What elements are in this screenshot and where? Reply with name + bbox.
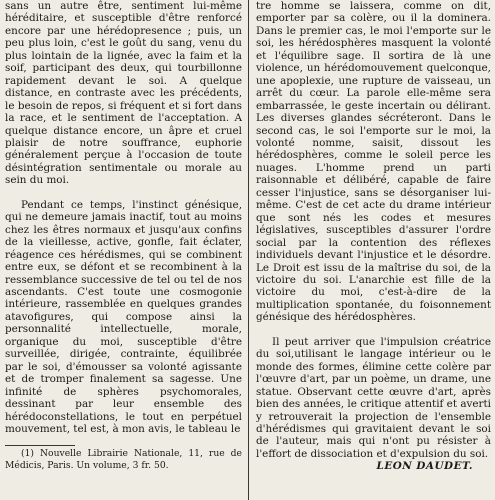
author-signature: LEON DAUDET. [376, 460, 473, 473]
right-paragraph-2: Il peut arriver que l'impulsion créatrice du soi,utilisant le langage intérieur ou le monde des formes, élimine cette colère par l'œuvre d'art, par un poème, un drame, une statue. Observant cette œuvre d'art, après bien des années, le critique attentif et averti y retrouverait la projection de l'ensemble d'hérédismes qui gravitaient devant le soi de l'auteur, mais qui n'ont pu résister à l'effort de dissociation et d'expulsion du soi. [256, 335, 491, 460]
left-column [5, 0, 242, 472]
column-divider [248, 0, 249, 500]
left-paragraph-2: Pendant ce temps, l'instinct génésique, qui ne demeure jamais inactif, tout au moins chez les êtres normaux et jusqu'aux confins de la vieillesse, active, gonfle, fait éclater, réagence ces hérédismes, qui se combinent entre eux, se défont et se recombinent à la ressemblance successive de tel ou tel de nos ascendants. C'est toute une cosmogonie intérieure, rassemblée en quelques grandes atavofigures, qui compose ainsi la personnalité intellectuelle, morale, organique du moi, susceptible d'être surveillée, dirigée, contrainte, équilibrée par le soi, d'émousser sa volonté agissante et de tromper finalement sa sagesse. Une infinité de sphères psychomorales, dessinant par leur ensemble des hérédoconstellations, le tout en perpétuel mouvement, tel est, à mon avis, le tableau le [5, 198, 242, 435]
footnote-rule [5, 445, 75, 446]
left-paragraph-1: sans un autre être, sentiment lui-même héréditaire, et susceptible d'être renforcé encore par une hérédopresence ; puis, un peu plus loin, c'est le goût du sang, venu du plus lointain de la lignée, avec la faim et la soif, participant des deux, qui tourbillonne rapidement devant le soi. A quelque distance, en contraste avec les précédents, le besoin de repos, si fréquent et si fort dans la race, et le sentiment de l'acceptation. A quelque distance encore, un âpre et cruel plaisir de notre souffrance, euphorie généralement perçue à l'occasion de toute désintégration sentimentale ou morale au sein du moi. [5, 0, 242, 187]
footnote: (1) Nouvelle Librairie Nationale, 11, rue de Médicis, Paris. Un volume, 3 fr. 50. [5, 448, 242, 471]
right-column [256, 0, 491, 473]
right-paragraph-1: tre homme se laissera, comme on dit, emporter par sa colère, ou il la dominera. Dans le premier cas, le moi l'emporte sur le soi, les hérédosphères masquent la volonté et l'équilibre sage. Il sortira de là une violence, un hérédomouvement quelconque, une apoplexie, une rupture de vaisseau, un arrêt du cœur. La parole elle-même sera embarrassée, le geste incertain ou délirant. Les diverses glandes sécréteront. Dans le second cas, le soi l'emporte sur le moi, la volonté nomme, saisit, dissout les hérédosphères, comme le soleil perce les nuages. L'homme prend un parti raisonnable et délibéré, capable de faire cesser l'injustice, sans se désorganiser lui-même. C'est de cet acte du drame intérieur que sont nés les codes et mesures législatives, susceptibles d'assurer l'ordre social par la contention des réflexes individuels devant l'injustice et le désordre. Le Droit est issu de la maîtrise du soi, de la victoire du soi. L'anarchie est fille de la victoire du moi, c'est-à-dire de la multiplication spontanée, du foisonnement génésique des hérédosphères. [256, 0, 491, 324]
